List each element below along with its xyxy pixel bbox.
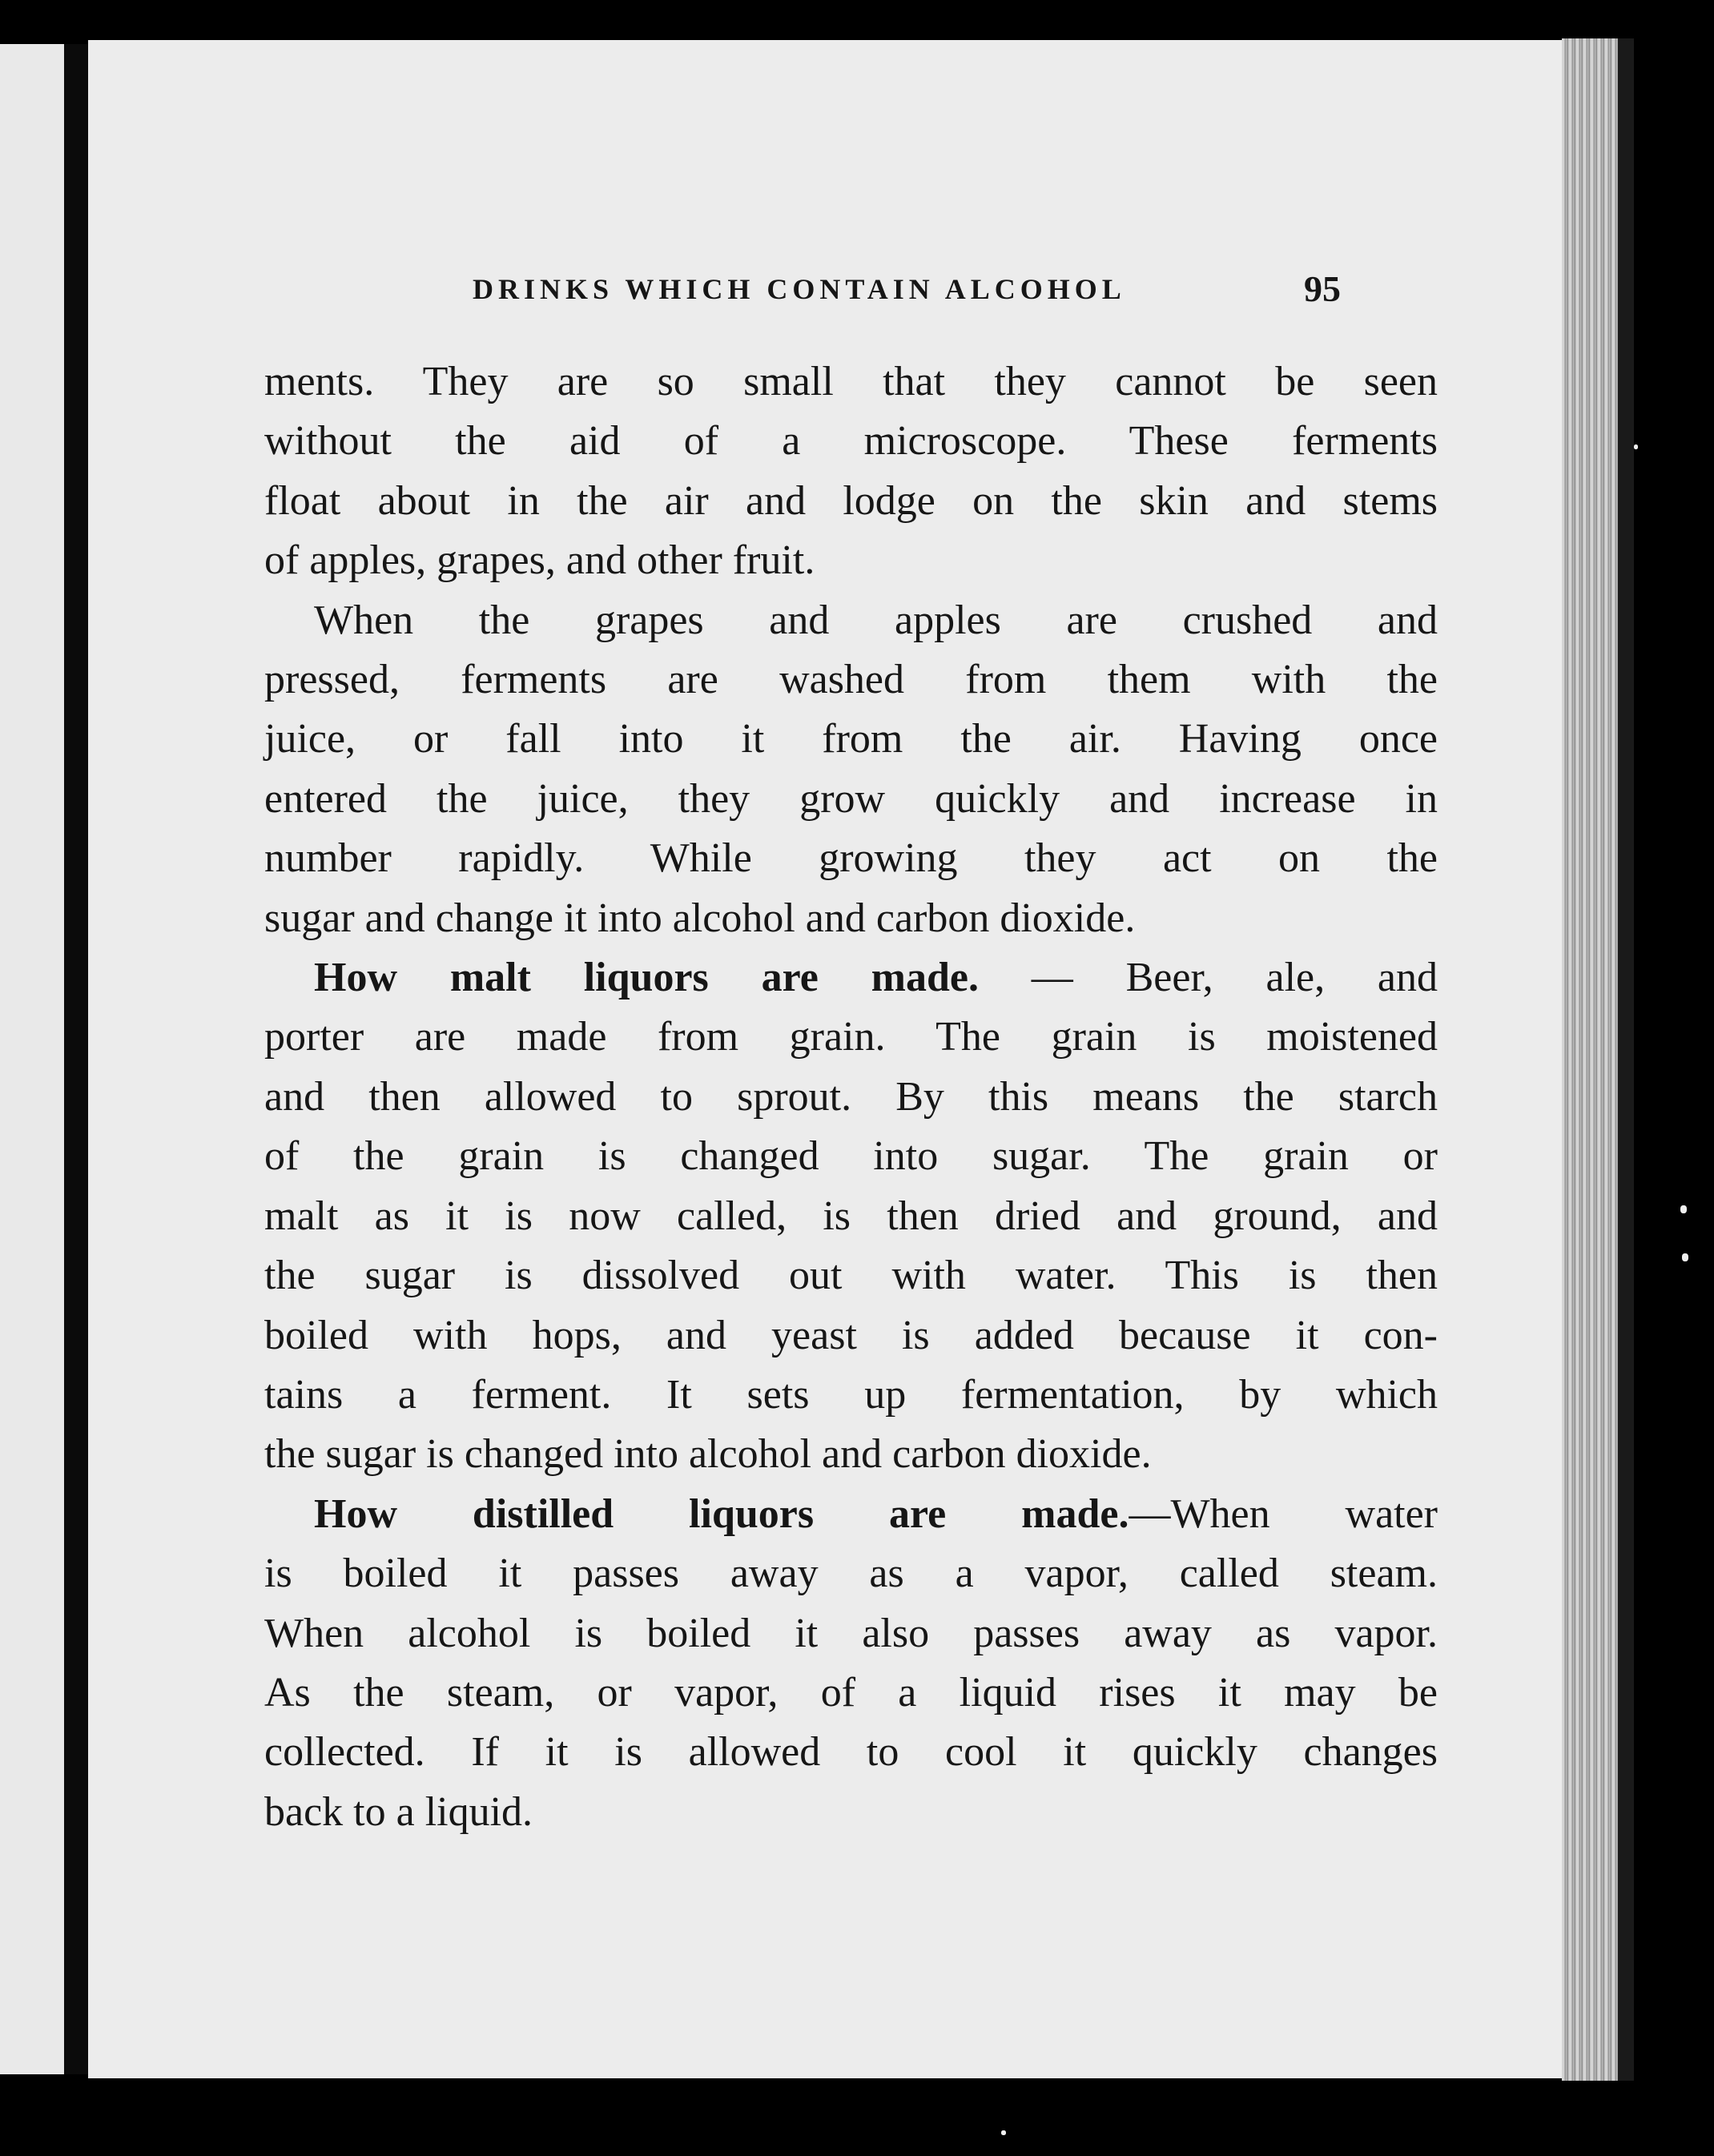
paragraph — [264, 948, 1438, 1485]
section-heading: How distilled liquors are made. — [314, 1490, 1129, 1537]
text-line: is boiled it passes away as a vapor, called steam. — [264, 1551, 1438, 1597]
text-line: without the aid of a microscope. These ferments — [264, 418, 1438, 465]
page-block-edges — [1562, 38, 1618, 2081]
previous-page-sliver — [0, 44, 64, 2074]
text-line: collected. If it is allowed to cool it quickly changes — [264, 1729, 1438, 1776]
book-gutter — [64, 44, 88, 2074]
text-line: sugar and change it into alcohol and carbon dioxide. — [264, 895, 1136, 941]
running-title: DRINKS WHICH CONTAIN ALCOHOL — [473, 273, 1126, 305]
paragraph — [264, 1485, 1438, 1842]
book-page — [88, 40, 1562, 2078]
text-line: boiled with hops, and yeast is added because it con- — [264, 1312, 1438, 1358]
text-line: the sugar is dissolved out with water. This is then — [264, 1253, 1438, 1299]
page-number: 95 — [1304, 268, 1341, 309]
text-line: entered the juice, they grow quickly and increase in — [264, 775, 1438, 822]
scan-speck — [1680, 1205, 1687, 1213]
page-edge-shadow — [1618, 38, 1634, 2081]
text-line: float about in the air and lodge on the skin and stems — [264, 477, 1438, 524]
text-line: malt as it is now called, is then dried and ground, and — [264, 1193, 1438, 1239]
text-line: pressed, ferments are washed from them with the — [264, 657, 1438, 703]
text-line: porter are made from grain. The grain is moistened — [264, 1014, 1438, 1060]
text-line: of apples, grapes, and other fruit. — [264, 537, 815, 584]
text-line: As the steam, or vapor, of a liquid rises it may be — [264, 1669, 1438, 1716]
scan-speck — [1682, 1253, 1688, 1261]
section-heading: How malt liquors are made. — [314, 955, 979, 1001]
text-line: ments. They are so small that they cannot be seen — [264, 359, 1438, 404]
text-line: When the grapes and apples are crushed and — [314, 597, 1438, 643]
text-line: back to a liquid. — [264, 1788, 533, 1835]
scan-speck — [1634, 444, 1638, 449]
paragraph — [264, 352, 1438, 591]
heading-continuation: — Beer, ale, and — [978, 955, 1438, 1001]
text-line: of the grain is changed into sugar. The grain or — [264, 1133, 1438, 1180]
heading-continuation: —When water — [1129, 1490, 1438, 1537]
text-line: number rapidly. While growing they act on the — [264, 835, 1438, 882]
text-line: the sugar is changed into alcohol and carbon dioxide. — [264, 1431, 1152, 1478]
page-header — [88, 268, 1562, 312]
text-line — [264, 1485, 1438, 1544]
text-line: When alcohol is boiled it also passes away as vapor. — [264, 1610, 1438, 1656]
paragraph — [264, 591, 1438, 948]
body-text — [264, 352, 1438, 1842]
text-line: and then allowed to sprout. By this means the starch — [264, 1073, 1438, 1120]
text-line — [264, 948, 1438, 1008]
text-line: tains a ferment. It sets up fermentation, by which — [264, 1371, 1438, 1418]
text-line: juice, or fall into it from the air. Having once — [264, 716, 1438, 762]
scan-speck — [1001, 2130, 1006, 2135]
